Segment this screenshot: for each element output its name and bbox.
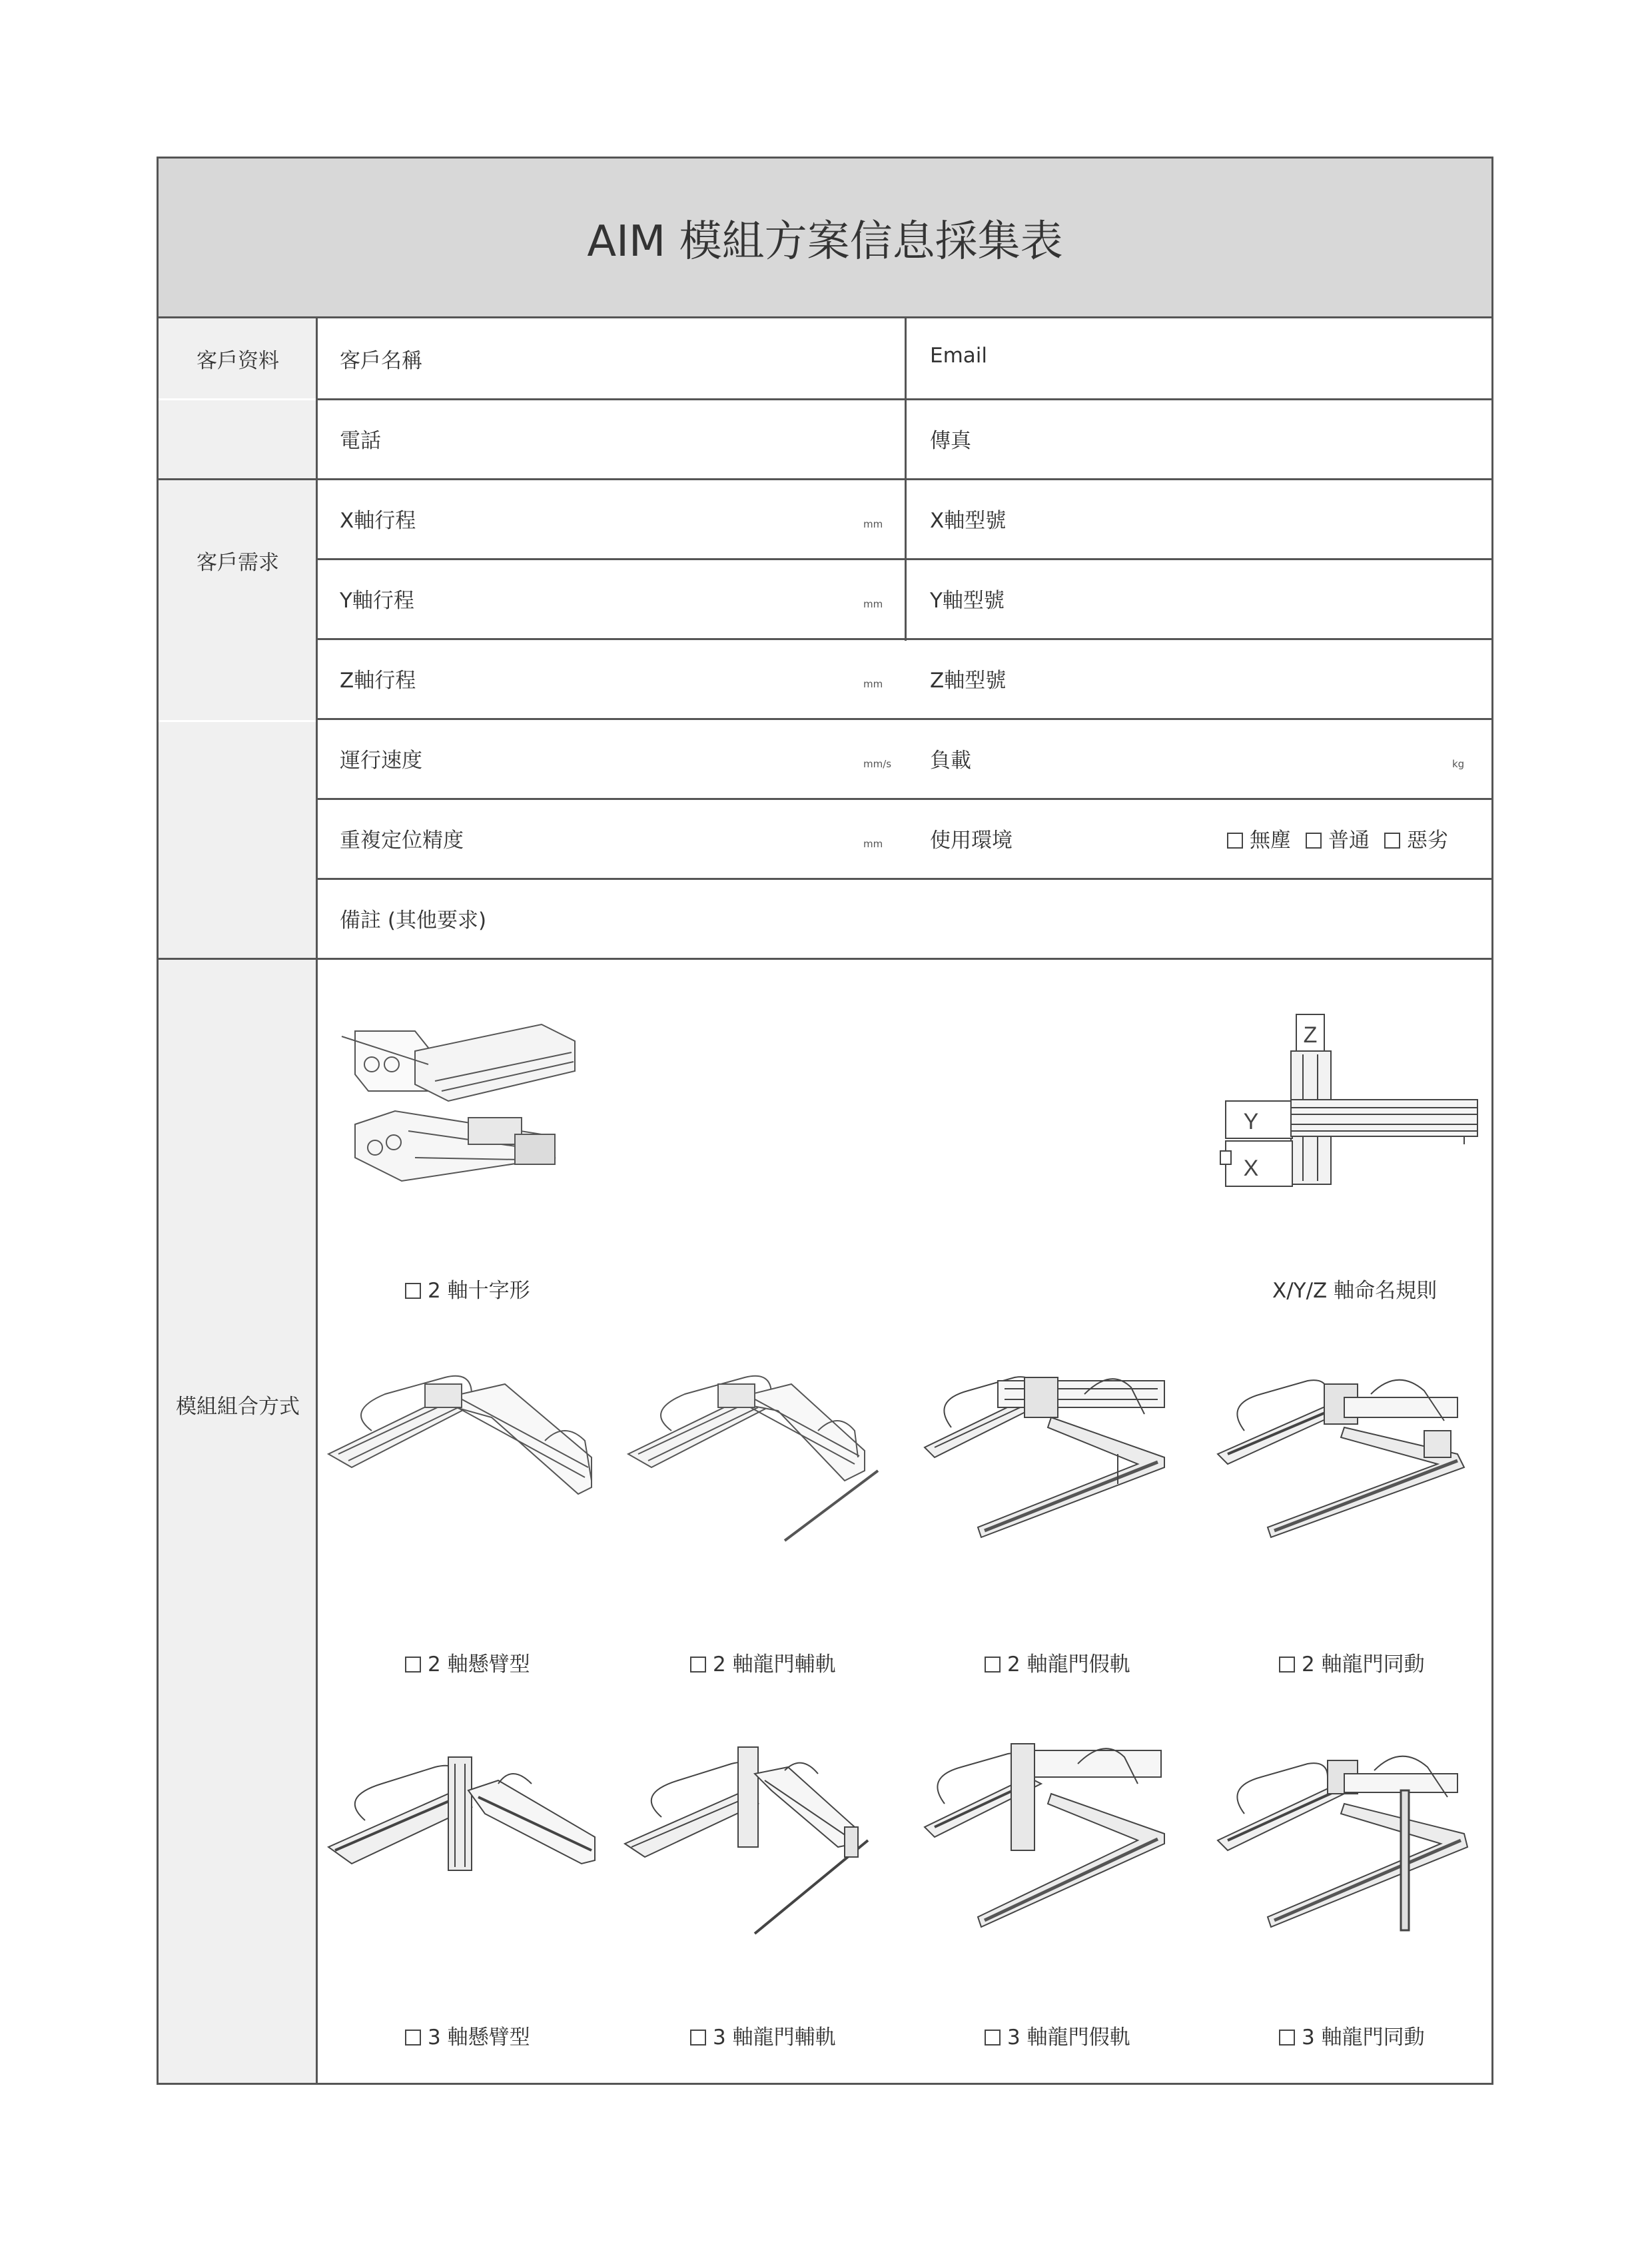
checkbox-icon[interactable] (1384, 833, 1400, 849)
option-3axis-cantilever[interactable]: 3 軸懸臂型 (405, 2020, 530, 2050)
field-speed[interactable]: 運行速度 (340, 749, 422, 773)
illustration-3axis-cantilever (325, 1744, 598, 1924)
form-title: AIM 模組方案信息採集表 (159, 159, 1491, 318)
option-2axis-cantilever[interactable]: 2 軸懸臂型 (405, 1647, 530, 1677)
checkbox-icon[interactable] (405, 1657, 421, 1673)
unit-y-stroke: mm (863, 598, 883, 610)
option-3axis-gantry-aux[interactable]: 3 軸龍門輔軌 (690, 2020, 836, 2050)
checkbox-icon[interactable] (405, 2030, 421, 2046)
option-2axis-gantry-aux[interactable]: 2 軸龍門輔軌 (690, 1647, 836, 1677)
checkbox-icon[interactable] (1227, 833, 1243, 849)
field-load[interactable]: 負載 (930, 749, 971, 773)
illustration-2axis-gantry-sync (1211, 1367, 1484, 1551)
env-option-cleanroom[interactable]: 無塵 (1227, 829, 1291, 853)
illustration-3axis-gantry-aux (621, 1740, 901, 1940)
field-x-stroke[interactable]: X軸行程 (340, 509, 416, 533)
section-module-combination: 模組組合方式 (159, 722, 317, 2085)
caption-naming-rule: X/Y/Z 軸命名規則 (1272, 1279, 1438, 1303)
illustration-3axis-gantry-dummy (918, 1740, 1191, 1940)
field-email[interactable]: Email (930, 344, 988, 368)
option-3axis-gantry-sync[interactable]: 3 軸龍門同動 (1279, 2020, 1425, 2050)
column-divider (316, 318, 318, 2085)
illustration-xyz-naming (1218, 1001, 1481, 1208)
option-3axis-gantry-dummy[interactable]: 3 軸龍門假軌 (985, 2020, 1130, 2050)
checkbox-icon[interactable] (1306, 833, 1322, 849)
field-fax[interactable]: 傳真 (930, 429, 971, 453)
environment-options (1227, 823, 1463, 853)
field-repeatability[interactable]: 重複定位精度 (340, 829, 464, 853)
axis-letter-x: X (1243, 1156, 1259, 1181)
checkbox-icon[interactable] (1279, 2030, 1295, 2046)
field-customer-name[interactable]: 客戶名稱 (340, 349, 422, 373)
illustration-2axis-cantilever (325, 1371, 598, 1551)
axis-letter-z: Z (1303, 1022, 1318, 1048)
env-option-harsh[interactable]: 惡劣 (1384, 829, 1448, 853)
unit-load: kg (1452, 758, 1465, 770)
option-2axis-gantry-dummy[interactable]: 2 軸龍門假軌 (985, 1647, 1130, 1677)
axis-letter-y: Y (1243, 1109, 1259, 1134)
checkbox-icon[interactable] (405, 1283, 421, 1299)
unit-repeatability: mm (863, 838, 883, 850)
field-x-model[interactable]: X軸型號 (930, 509, 1007, 533)
illustration-3axis-gantry-sync (1211, 1740, 1484, 1940)
env-option-normal[interactable]: 普通 (1306, 829, 1370, 853)
illustration-2axis-gantry-dummy (918, 1367, 1191, 1551)
option-2axis-gantry-sync[interactable]: 2 軸龍門同動 (1279, 1647, 1425, 1677)
field-phone[interactable]: 電話 (340, 429, 381, 453)
field-remarks[interactable]: 備註 (其他要求) (340, 909, 487, 933)
checkbox-icon[interactable] (1279, 1657, 1295, 1673)
field-z-stroke[interactable]: Z軸行程 (340, 669, 416, 693)
field-y-model[interactable]: Y軸型號 (930, 589, 1005, 613)
section-customer-requirements: 客戶需求 (159, 400, 317, 720)
checkbox-icon[interactable] (690, 1657, 706, 1673)
unit-z-stroke: mm (863, 678, 883, 690)
option-2axis-cross[interactable]: 2 軸十字形 (405, 1274, 530, 1304)
checkbox-icon[interactable] (690, 2030, 706, 2046)
checkbox-icon[interactable] (985, 2030, 1001, 2046)
field-y-stroke[interactable]: Y軸行程 (340, 589, 414, 613)
info-form (157, 157, 1493, 2085)
unit-speed: mm/s (863, 758, 892, 770)
field-environment: 使用環境 (930, 829, 1013, 853)
section-customer-info: 客戶资料 (159, 318, 317, 398)
checkbox-icon[interactable] (985, 1657, 1001, 1673)
illustration-2axis-gantry-aux (625, 1371, 898, 1551)
unit-x-stroke: mm (863, 518, 883, 530)
field-z-model[interactable]: Z軸型號 (930, 669, 1007, 693)
illustration-2axis-cross (342, 1018, 582, 1184)
